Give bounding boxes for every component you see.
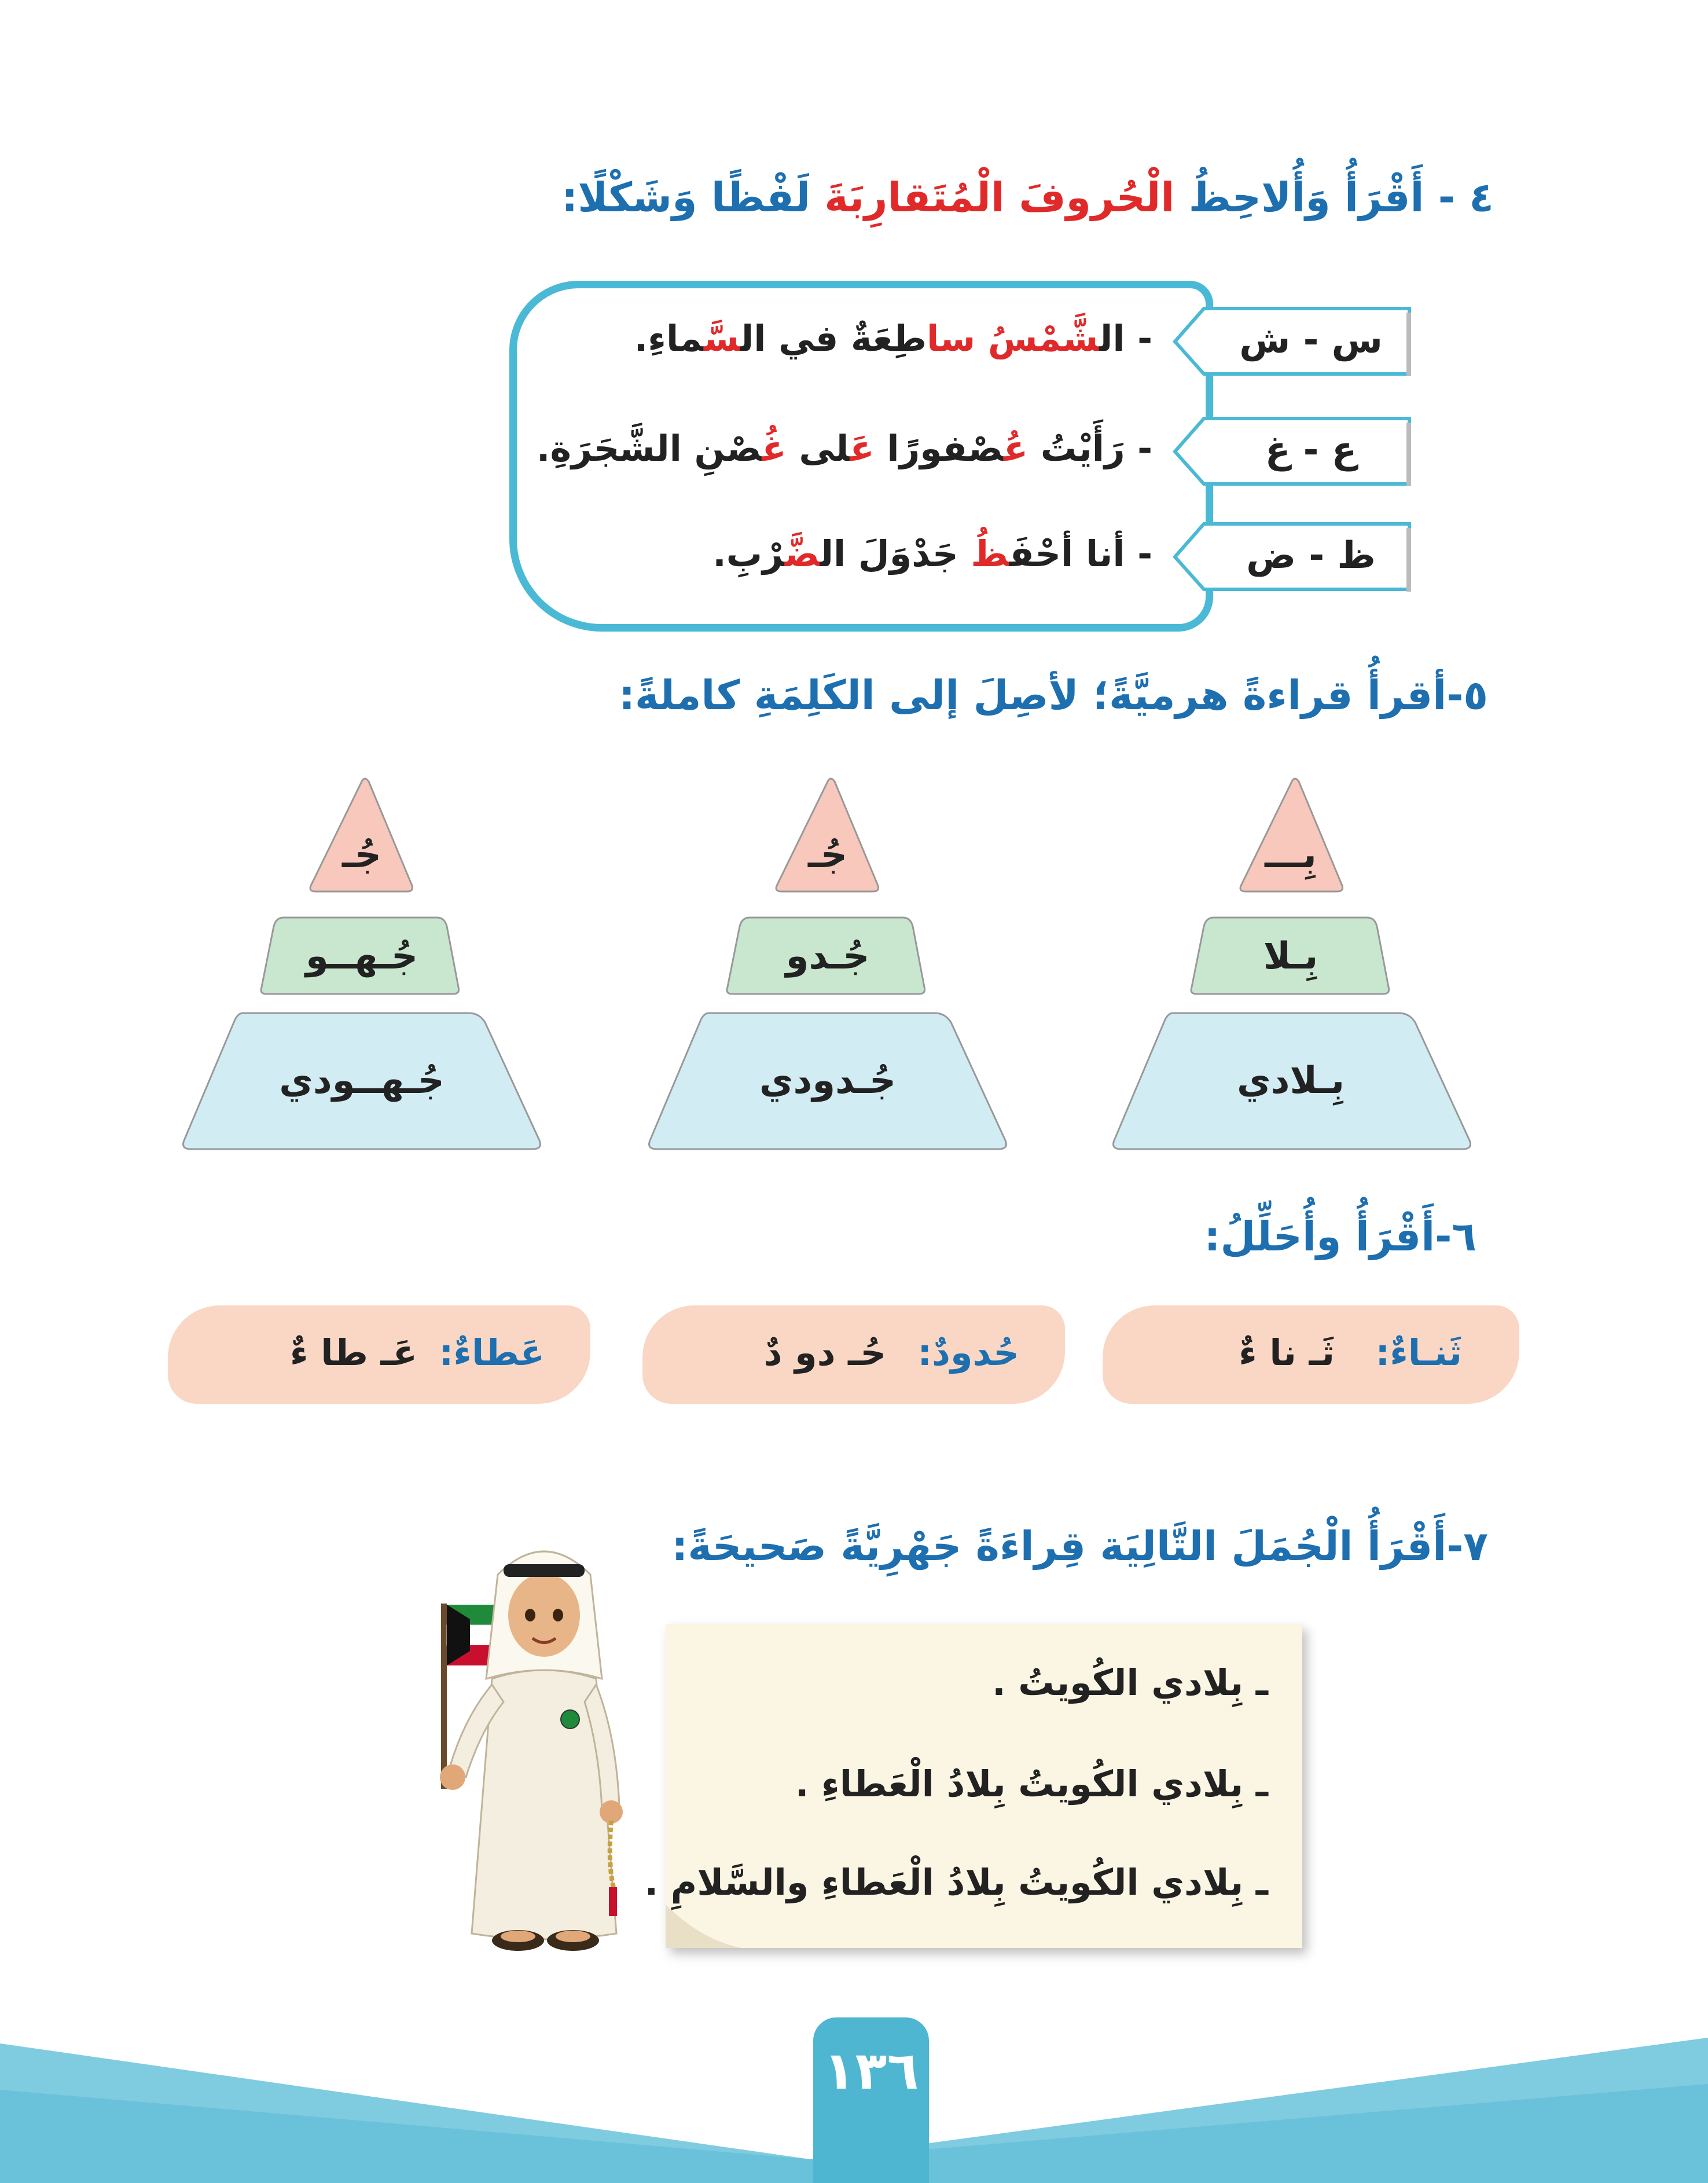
pyramid-3-base: جُـهــودي bbox=[279, 1059, 445, 1102]
letter-pair-2: ع - غ bbox=[1265, 429, 1357, 472]
letter-pair-tag-1 bbox=[1169, 306, 1412, 375]
section7-heading: ٧-أَقْرَأُ الْجُمَلَ التَّالِيَة قِراءَةً جَهْرِيَّةً صَحيحَةً: bbox=[671, 1522, 1488, 1570]
section6-heading: ٦-أَقْرَأُ وأُحَلِّلُ: bbox=[1204, 1213, 1476, 1260]
analysis-word-3: عَطاءٌ: bbox=[439, 1331, 545, 1374]
section5-heading: ٥-أقرأُ قراءةً هرميَّةً؛ لأصِلَ إلى الكَلِمَةِ كاملةً: bbox=[619, 672, 1488, 719]
paper-line-1: ـ بِلادي الكُويتُ . bbox=[992, 1661, 1268, 1704]
pyramid-1-mid: بِـلا bbox=[1263, 935, 1318, 978]
letter-pair-1: س - ش bbox=[1239, 319, 1383, 362]
sentence-3: - أنا أحْفَظُ جَدْوَلَ الضَّرْبِ. bbox=[712, 533, 1152, 575]
pyramid-3-top: جُـ bbox=[342, 834, 381, 876]
boy-with-flag-illustration bbox=[417, 1528, 671, 1968]
letter-pair-tag-3 bbox=[1169, 521, 1412, 590]
pyramid-3-mid: جُـهــو bbox=[305, 935, 418, 978]
analysis-parts-3: عَـ طا ءٌ bbox=[289, 1331, 417, 1374]
analysis-parts-1: ثَـ نا ءٌ bbox=[1239, 1331, 1335, 1374]
page-number: ١٣٦ bbox=[813, 2017, 929, 2183]
pyramid-1-base: بِـلادي bbox=[1237, 1059, 1345, 1102]
pyramid-2-top: جُـ bbox=[808, 834, 847, 876]
letter-pair-3: ظ - ض bbox=[1246, 534, 1376, 577]
pyramid-2-base: جُـدودي bbox=[759, 1059, 897, 1102]
analysis-word-2: حُدودٌ: bbox=[917, 1331, 1019, 1374]
pyramid-1-top: بِـــ bbox=[1265, 834, 1317, 876]
pyramid-2-mid: جُـدو bbox=[785, 935, 870, 978]
analysis-parts-2: حُـ دو دٌ bbox=[763, 1331, 886, 1374]
sentence-1: - الشَّمْسُ ساطِعَةٌ في السَّماءِ. bbox=[634, 317, 1152, 359]
paper-line-3: ـ بِلادي الكُويتُ بِلادُ الْعَطاءِ والسَّلامِ . bbox=[644, 1861, 1268, 1903]
sentence-2: - رَأَيْتُ عُصْفورًا عَلى غُصْنِ الشَّجَرَةِ. bbox=[536, 427, 1152, 469]
paper-line-2: ـ بِلادي الكُويتُ بِلادُ الْعَطاءِ . bbox=[795, 1763, 1268, 1805]
paper-curl bbox=[666, 1905, 747, 1957]
letter-pair-tag-2 bbox=[1169, 416, 1412, 485]
analysis-word-1: ثَنـاءٌ: bbox=[1375, 1331, 1462, 1374]
section4-heading: ٤ - أَقْرَأُ وَأُلاحِظُ الْحُروفَ الْمُتَقارِبَةَ لَفْظًا وَشَكْلًا: bbox=[561, 174, 1494, 221]
